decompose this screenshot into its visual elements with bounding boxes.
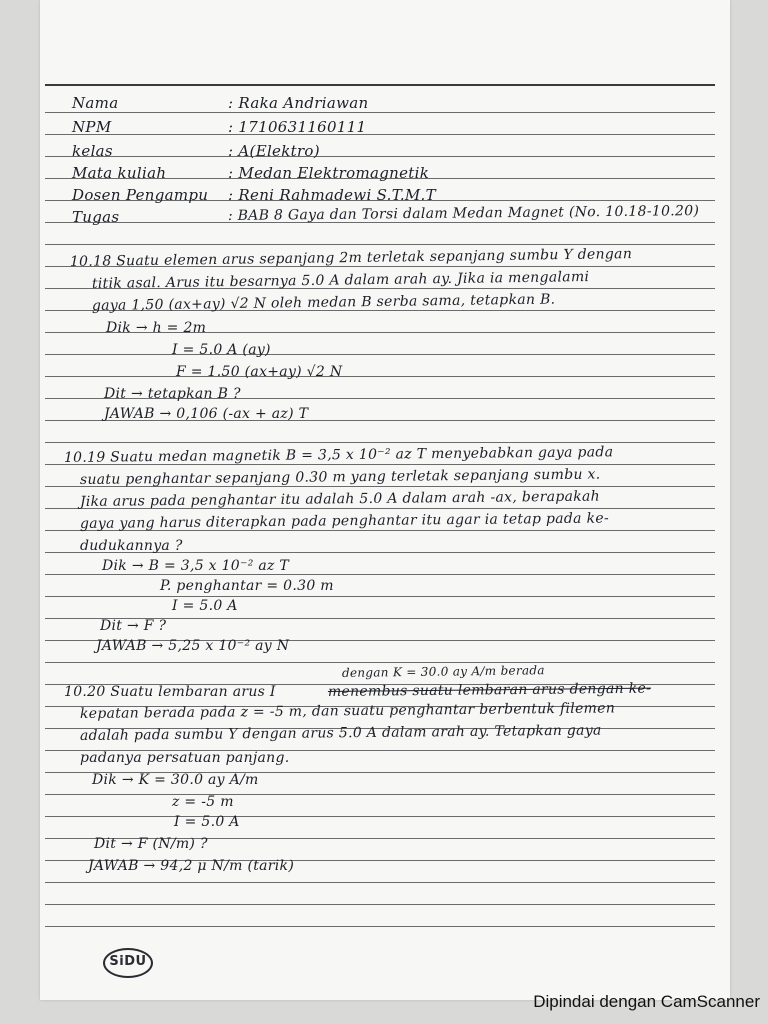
p2-dik: Dik → B = 3,5 x 10⁻² az T xyxy=(102,558,290,574)
p1-dit: Dit → tetapkan B ? xyxy=(104,386,241,402)
ruled-line xyxy=(45,376,715,377)
p1-line-3: gaya 1,50 (ax+ay) √2 N oleh medan B serba sama, tetapkan B. xyxy=(91,291,556,314)
p3-jawab: JAWAB → 94,2 μ N/m (tarik) xyxy=(88,858,295,874)
p2-line-2: suatu penghantar sepanjang 0.30 m yang terletak sepanjang sumbu x. xyxy=(79,466,601,488)
p3-line-4: padanya persatuan panjang. xyxy=(80,750,290,766)
ruled-line xyxy=(45,574,715,575)
ruled-line xyxy=(45,926,715,927)
p2-dit: Dit → F ? xyxy=(100,618,167,634)
label-mata-kuliah: Mata kuliah xyxy=(72,164,167,182)
label-npm: NPM xyxy=(72,118,112,136)
label-kelas: kelas xyxy=(72,142,113,160)
p3-struck-text: menembus suatu lembaran arus dengan ke- xyxy=(327,680,652,700)
p3-line-1: 10.20 Suatu lembaran arus I xyxy=(64,684,276,700)
ruled-line xyxy=(45,816,715,817)
value-dosen: : Reni Rahmadewi S.T.M.T xyxy=(228,186,436,204)
sidu-stamp xyxy=(103,948,153,978)
p3-insert: dengan K = 30.0 ay A/m berada xyxy=(341,663,545,680)
value-tugas: : BAB 8 Gaya dan Torsi dalam Medan Magnet (No. 10.18-10.20) xyxy=(227,203,700,224)
ruled-line xyxy=(45,112,715,113)
p3-line-3: adalah pada sumbu Y dengan arus 5.0 A dalam arah ay. Tetapkan gaya xyxy=(79,722,602,744)
p3-given-1: z = -5 m xyxy=(172,794,234,810)
p3-line-2: kepatan berada pada z = -5 m, dan suatu penghantar berbentuk filemen xyxy=(79,700,616,722)
value-mata-kuliah: : Medan Elektromagnetik xyxy=(228,164,430,182)
top-margin-line xyxy=(45,84,715,86)
p2-jawab: JAWAB → 5,25 x 10⁻² ay N xyxy=(96,638,290,654)
p1-line-1: 10.18 Suatu elemen arus sepanjang 2m terletak sepanjang sumbu Y dengan xyxy=(69,246,633,270)
ruled-line xyxy=(45,794,715,795)
ruled-line xyxy=(45,904,715,905)
p2-line-1: 10.19 Suatu medan magnetik B = 3,5 x 10⁻² az T menyebabkan gaya pada xyxy=(63,444,614,466)
label-nama: Nama xyxy=(72,94,119,112)
p1-dik: Dik → h = 2m xyxy=(106,320,207,336)
ruled-line xyxy=(45,134,715,135)
ruled-line xyxy=(45,442,715,443)
ruled-line xyxy=(45,354,715,355)
p2-given-2: I = 5.0 A xyxy=(172,598,238,614)
ruled-line xyxy=(45,882,715,883)
p3-given-2: I = 5.0 A xyxy=(174,814,240,830)
value-kelas: : A(Elektro) xyxy=(228,142,320,160)
sidu-stamp-text: SiDU xyxy=(109,954,147,969)
p1-given-2: F = 1.50 (ax+ay) √2 N xyxy=(176,364,343,380)
p1-given-1: I = 5.0 A (ay) xyxy=(172,342,271,358)
p3-dik: Dik → K = 30.0 ay A/m xyxy=(92,772,259,788)
p1-line-2: titik asal. Arus itu besarnya 5.0 A dalam arah ay. Jika ia mengalami xyxy=(91,269,590,292)
ruled-line xyxy=(45,244,715,245)
ruled-line xyxy=(45,156,715,157)
p2-line-4: gaya yang harus diterapkan pada penghantar itu agar ia tetap pada ke- xyxy=(79,510,610,532)
value-npm: : 1710631160111 xyxy=(228,118,367,136)
ruled-line xyxy=(45,596,715,597)
value-nama: : Raka Andriawan xyxy=(228,94,369,112)
p1-jawab: JAWAB → 0,106 (-ax + az) T xyxy=(104,406,309,422)
camscanner-watermark: Dipindai dengan CamScanner xyxy=(533,992,760,1011)
ruled-line xyxy=(45,662,715,663)
label-dosen: Dosen Pengampu xyxy=(72,186,209,204)
label-tugas: Tugas xyxy=(72,208,120,226)
p3-dit: Dit → F (N/m) ? xyxy=(94,836,208,852)
p2-line-3: Jika arus pada penghantar itu adalah 5.0 A dalam arah -ax, berapakah xyxy=(79,488,601,510)
p2-line-5: dudukannya ? xyxy=(80,538,183,554)
p2-given-1: P. penghantar = 0.30 m xyxy=(160,578,334,594)
